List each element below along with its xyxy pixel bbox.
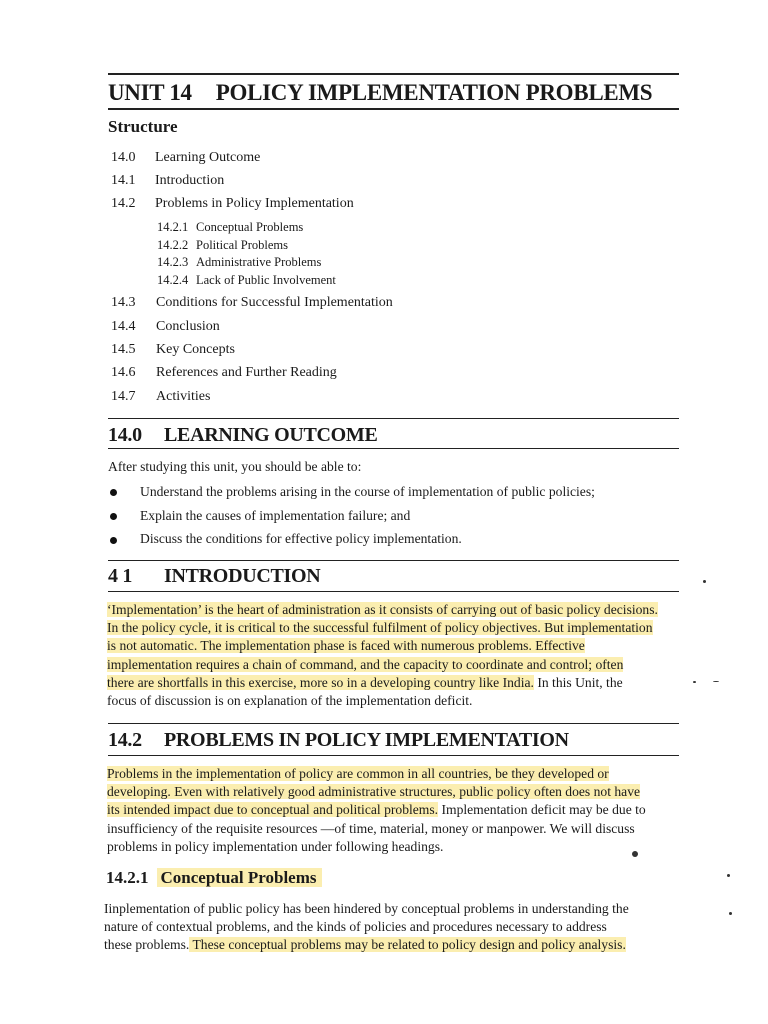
bullet-item: Discuss the conditions for effective policy implementation. [140,531,462,546]
scan-mark [693,681,696,683]
paragraph-text: nature of contextual problems, and the kinds of policies and procedures necessary to address [104,919,607,935]
highlighted-text: ‘Implementation’ is the heart of administration as it consists of carrying out of basic policy decisions. [107,602,658,617]
scan-mark [727,874,730,877]
problems-paragraph [107,765,679,856]
toc-entry: Problems in Policy Implementation [155,196,354,211]
toc-entry: Activities [156,389,211,404]
toc-number: 14.1 [111,173,136,188]
subsection-title: Conceptual Problems [157,868,322,887]
paragraph-text: insufficiency of the requisite resources —of time, material, money or manpower. We will discuss [107,820,635,836]
toc-sub-entry: Administrative Problems [196,255,322,269]
toc-number: 14.6 [111,365,136,380]
toc-sub-number: 14.2.3 [157,255,189,269]
section-rule [108,560,679,561]
structure-heading: Structure [108,117,178,136]
bullet-item: Understand the problems arising in the course of implementation of public policies; [140,484,595,499]
unit-label: UNIT 14 [108,80,192,105]
toc-entry: References and Further Reading [156,365,337,380]
highlighted-text: Problems in the implementation of policy are common in all countries, be they developed or [107,766,609,781]
subsection-number: 14.2.1 [106,868,149,887]
section-title: LEARNING OUTCOME [164,424,378,446]
scan-mark [632,851,638,857]
unit-heading: POLICY IMPLEMENTATION PROBLEMS [215,80,653,105]
toc-sub-number: 14.2.1 [157,220,189,234]
unit-title [108,80,652,106]
paragraph-text: focus of discussion is on explanation of the implementation deficit. [107,693,473,709]
section-title: PROBLEMS IN POLICY IMPLEMENTATION [164,729,569,751]
highlighted-text: implementation requires a chain of command, and the capacity to coordinate and control; often [107,656,624,672]
section-heading-introduction [108,565,320,588]
toc-entry: Conditions for Successful Implementation [156,295,393,310]
toc-number: 14.0 [111,150,136,165]
toc-number: 14.7 [111,389,136,404]
section-heading-learning-outcome [108,424,378,447]
bullet-icon [110,537,117,544]
highlighted-text: These conceptual problems may be related to policy design and policy analysis. [189,937,626,953]
highlighted-text: is not automatic. The implementation phase is faced with numerous problems. Effective [107,638,585,654]
toc-entry: Conclusion [156,319,220,334]
highlighted-text: there are shortfalls in this exercise, more so in a developing country like India. [107,674,534,690]
toc-number: 14.5 [111,342,136,357]
bullet-icon [110,489,117,496]
paragraph-text: these problems. [104,937,190,953]
scan-mark [703,580,706,583]
subsection-heading-conceptual [106,868,322,888]
section-rule [108,418,679,419]
section-title: INTRODUCTION [164,565,321,587]
paragraph-text: In this Unit, the [533,674,623,690]
paragraph-text: Iinplementation of public policy has been hindered by conceptual problems in understanding the [104,901,629,916]
conceptual-paragraph [104,900,680,955]
highlighted-text: In the policy cycle, it is critical to the successful fulfilment of policy objectives. But implementation [107,620,653,636]
scan-mark [713,681,719,682]
toc-sub-number: 14.2.4 [157,273,189,287]
toc-number: 14.2 [111,196,136,211]
toc-sub-entry: Lack of Public Involvement [196,273,336,287]
introduction-paragraph [107,601,679,710]
section-number: 14.2 [108,729,142,751]
highlighted-text: developing. Even with relatively good administrative structures, public policy often does not have [107,784,641,800]
section-rule [108,448,679,449]
section-rule [108,723,679,724]
scan-mark [729,912,732,915]
paragraph-text: Implementation deficit may be due to [438,802,646,818]
section-rule [108,755,679,756]
toc-entry: Introduction [155,173,225,188]
bullet-item: Explain the causes of implementation failure; and [140,508,411,523]
top-rule [108,73,679,75]
learning-outcome-intro: After studying this unit, you should be able to: [108,459,362,474]
section-rule [108,591,679,592]
toc-entry: Learning Outcome [155,150,261,165]
section-number: 4 1 [108,565,133,587]
bullet-icon [110,513,117,520]
highlighted-text: its intended impact due to conceptual and political problems. [107,802,439,818]
toc-sub-entry: Political Problems [196,238,289,252]
paragraph-text: problems in policy implementation under following headings. [107,838,444,854]
section-number: 14.0 [108,424,142,446]
toc-number: 14.3 [111,295,136,310]
section-heading-problems [108,729,569,752]
toc-sub-entry: Conceptual Problems [196,220,304,234]
toc-entry: Key Concepts [156,342,235,357]
toc-number: 14.4 [111,319,136,334]
toc-sub-number: 14.2.2 [157,238,189,252]
title-rule [108,108,679,110]
